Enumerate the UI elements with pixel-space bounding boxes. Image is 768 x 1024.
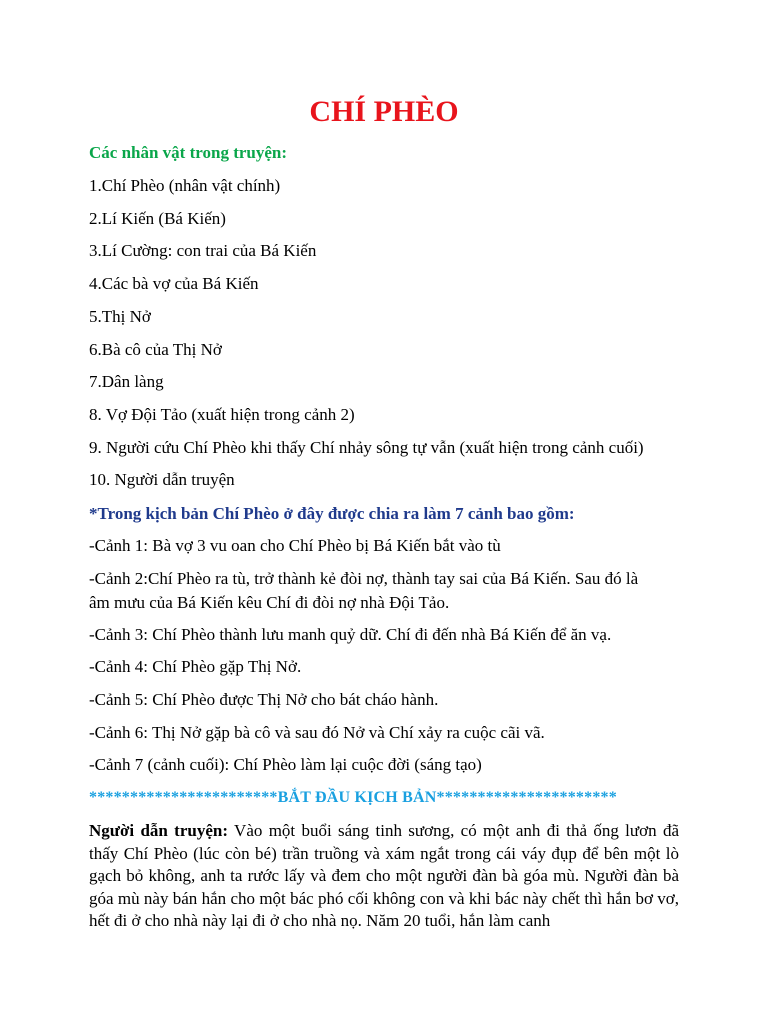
characters-heading: Các nhân vật trong truyện:	[89, 143, 288, 162]
narrator-paragraph	[89, 820, 679, 933]
narrator-text: Vào một buổi sáng tinh sương, có một anh đi thả ống lươn đã thấy Chí Phèo (lúc còn bé) trần truồng và xám ngắt trong cái váy đụp để bên một lò gạch bỏ không, anh ta rước lấy và đem cho một người đàn bà góa mù. Người đàn bà góa mù này bán hắn cho một bác phó cối không con và khi bác này chết thì hắn bơ vơ, hết đi ở cho nhà này lại đi ở cho nhà nọ. Năm 20 tuổi, hắn làm canh	[89, 821, 679, 930]
scene-item: -Cảnh 7 (cảnh cuối): Chí Phèo làm lại cuộc đời (sáng tạo)	[89, 755, 482, 774]
character-item: 2.Lí Kiến (Bá Kiến)	[89, 209, 226, 228]
scenes-heading: *Trong kịch bản Chí Phèo ở đây được chia ra làm 7 cảnh bao gồm:	[89, 504, 575, 523]
scene-item: -Cảnh 6: Thị Nở gặp bà cô và sau đó Nở và Chí xảy ra cuộc cãi vã.	[89, 723, 545, 742]
page-title: CHÍ PHÈO	[309, 95, 459, 128]
character-item: 9. Người cứu Chí Phèo khi thấy Chí nhảy sông tự vẫn (xuất hiện trong cảnh cuối)	[89, 438, 644, 457]
character-item: 1.Chí Phèo (nhân vật chính)	[89, 176, 281, 195]
character-item: 8. Vợ Đội Tảo (xuất hiện trong cảnh 2)	[89, 405, 355, 424]
scene-item: -Cảnh 5: Chí Phèo được Thị Nở cho bát cháo hành.	[89, 690, 439, 709]
character-item: 6.Bà cô của Thị Nở	[89, 340, 222, 359]
scene-item: -Cảnh 2:Chí Phèo ra tù, trở thành kẻ đòi nợ, thành tay sai của Bá Kiến. Sau đó là	[89, 569, 639, 588]
scene-item: -Cảnh 1: Bà vợ 3 vu oan cho Chí Phèo bị Bá Kiến bắt vào tù	[89, 536, 501, 555]
character-item: 10. Người dẫn truyện	[89, 470, 235, 489]
scene-item: -Cảnh 3: Chí Phèo thành lưu manh quỷ dữ. Chí đi đến nhà Bá Kiến để ăn vạ.	[89, 625, 612, 644]
character-item: 5.Thị Nở	[89, 307, 151, 326]
character-item: 3.Lí Cường: con trai của Bá Kiến	[89, 241, 317, 260]
character-item: 4.Các bà vợ của Bá Kiến	[89, 274, 259, 293]
scene-item: -Cảnh 4: Chí Phèo gặp Thị Nở.	[89, 657, 302, 676]
scene-item-continuation: âm mưu của Bá Kiến kêu Chí đi đòi nợ nhà Đội Tảo.	[89, 593, 450, 612]
character-item: 7.Dân làng	[89, 372, 164, 391]
narrator-speaker: Người dẫn truyện:	[89, 821, 229, 840]
script-start-banner: ***********************BẮT ĐẦU KỊCH BẢN**********************	[89, 789, 617, 806]
